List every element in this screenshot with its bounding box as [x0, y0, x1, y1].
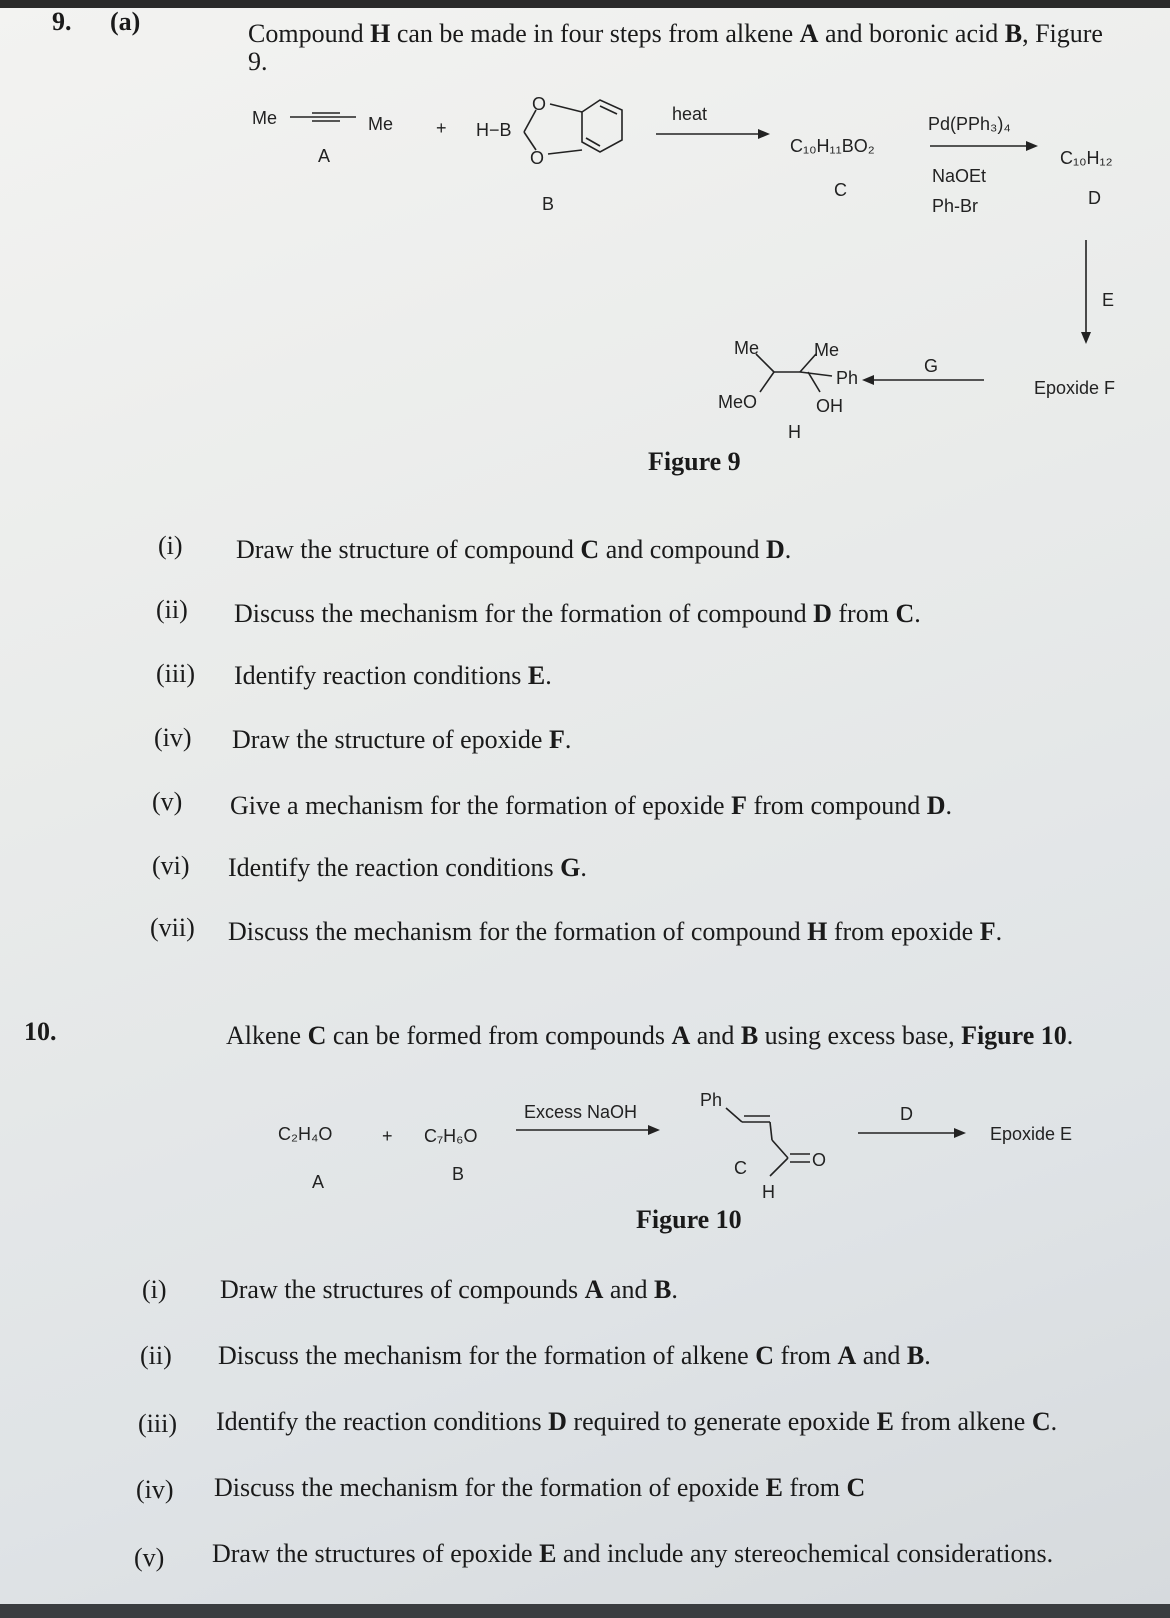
fig10-compound-b-label: B	[452, 1164, 465, 1184]
q10-i-text: Draw the structures of compounds A and B.	[220, 1275, 678, 1304]
q10-i-number: (i)	[142, 1275, 167, 1304]
q9-v-text: Give a mechanism for the formation of epoxide F from compound D.	[230, 791, 953, 820]
compound-h-label: H	[788, 422, 801, 442]
q10-intro: Alkene C can be formed from compounds A and B using excess base, Figure 10.	[226, 1021, 1074, 1050]
q9-i-text: Draw the structure of compound C and compound D.	[236, 535, 792, 564]
q10-v-number: (v)	[134, 1543, 165, 1572]
q9-v-number: (v)	[152, 787, 183, 816]
q9-iv-number: (iv)	[154, 723, 192, 752]
boronic-oxygen-top: O	[532, 94, 547, 114]
q9-part-label: (a)	[110, 7, 141, 36]
q9-ii-text: Discuss the mechanism for the formation of compound D from C.	[234, 599, 921, 628]
excess-naoh-condition: Excess NaOH	[524, 1102, 638, 1122]
alkene-c-h: H	[762, 1182, 775, 1202]
q9-iii-text: Identify reaction conditions E.	[234, 661, 552, 690]
q9-vii-number: (vii)	[150, 913, 195, 942]
q9-vii-text: Discuss the mechanism for the formation of compound H from epoxide F.	[228, 917, 1003, 946]
epoxide-f-label: Epoxide F	[1034, 378, 1116, 398]
conditions-e-label: E	[1102, 290, 1115, 310]
compound-d-label: D	[1088, 188, 1101, 208]
compound-d-formula: C₁₀H₁₂	[1060, 148, 1113, 168]
phbr-reagent: Ph-Br	[932, 196, 979, 216]
q10-iv-number: (iv)	[136, 1475, 174, 1504]
pd-catalyst: Pd(PPh₃)₄	[928, 114, 1011, 134]
compound-b-label: B	[542, 194, 555, 214]
q10-iii-text: Identify the reaction conditions D required to generate epoxide E from alkene C.	[216, 1407, 1058, 1436]
plus-sign: +	[436, 118, 447, 138]
compound-h-oh: OH	[816, 396, 843, 416]
figure-10-caption: Figure 10	[636, 1205, 742, 1234]
compound-h-me-right: Me	[814, 340, 840, 360]
compound-h-ph: Ph	[836, 368, 859, 388]
q9-number: 9.	[52, 7, 72, 36]
q10-v-text: Draw the structures of epoxide E and include any stereochemical considerations.	[212, 1539, 1054, 1568]
q10-iv-text: Discuss the mechanism for the formation of epoxide E from C	[214, 1473, 866, 1502]
conditions-d-label: D	[900, 1104, 913, 1124]
q9-intro-line1: Compound H can be made in four steps from alkene A and boronic acid B, Figure	[248, 19, 1103, 48]
q10-iii-number: (iii)	[138, 1409, 177, 1438]
boronic-oxygen-bottom: O	[530, 148, 545, 168]
fig10-compound-a-label: A	[312, 1172, 325, 1192]
alkene-c-label: C	[734, 1158, 747, 1178]
compound-a-label: A	[318, 146, 331, 166]
q9-intro-line2: 9.	[248, 47, 268, 76]
compound-b-formula: C₇H₆O	[424, 1126, 478, 1146]
alkyne-me-left: Me	[252, 108, 278, 128]
q10-ii-number: (ii)	[140, 1341, 172, 1370]
fig10-plus-sign: +	[382, 1126, 393, 1146]
q9-i-number: (i)	[158, 531, 183, 560]
figure-9-caption: Figure 9	[648, 447, 741, 476]
compound-h-me-left: Me	[734, 338, 760, 358]
alkyne-me-right: Me	[368, 114, 394, 134]
q9-vi-text: Identify the reaction conditions G.	[228, 853, 587, 882]
alkene-c-oxygen: O	[812, 1150, 827, 1170]
photo-bottom-edge	[0, 1604, 1170, 1618]
alkene-c-ph: Ph	[700, 1090, 723, 1110]
q9-ii-number: (ii)	[156, 595, 188, 624]
q9-vi-number: (vi)	[152, 851, 190, 880]
q10-number: 10.	[24, 1017, 57, 1046]
heat-condition: heat	[672, 104, 708, 124]
q9-iv-text: Draw the structure of epoxide F.	[232, 725, 572, 754]
boron-h-b: H−B	[476, 120, 512, 140]
compound-h-meo: MeO	[718, 392, 758, 412]
compound-c-formula: C₁₀H₁₁BO₂	[790, 136, 875, 156]
q10-ii-text: Discuss the mechanism for the formation of alkene C from A and B.	[218, 1341, 931, 1370]
naoet-reagent: NaOEt	[932, 166, 987, 186]
compound-c-label: C	[834, 180, 847, 200]
q9-iii-number: (iii)	[156, 659, 195, 688]
epoxide-e-label: Epoxide E	[990, 1124, 1073, 1144]
compound-a-formula: C₂H₄O	[278, 1124, 333, 1144]
conditions-g-label: G	[924, 356, 939, 376]
